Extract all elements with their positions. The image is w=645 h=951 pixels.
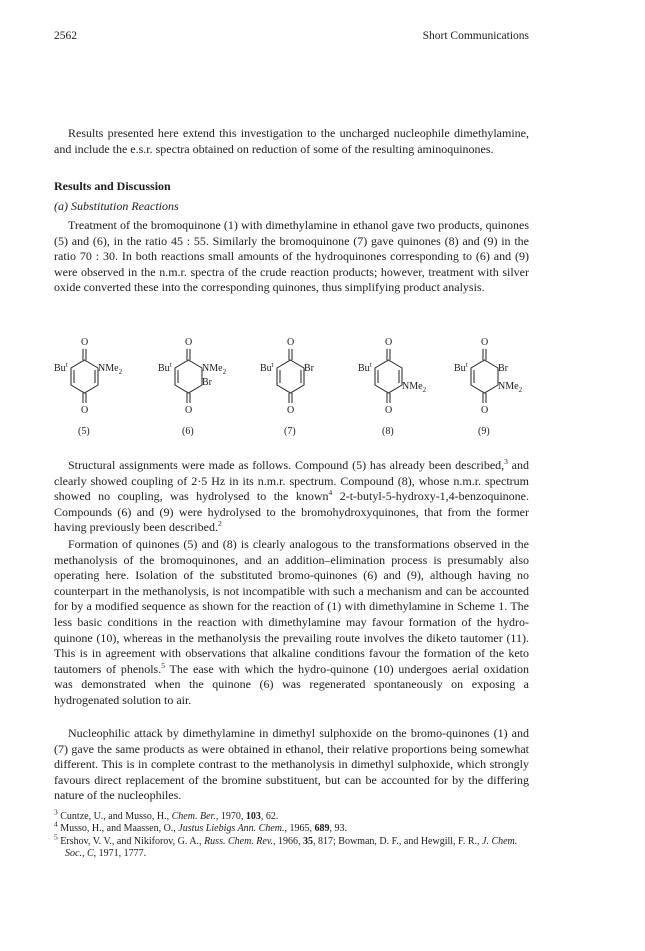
ref-5: 5 bbox=[161, 660, 165, 670]
ref-2: 2 bbox=[217, 519, 222, 529]
section-heading: Results and Discussion bbox=[54, 179, 171, 193]
running-title: Short Communications bbox=[422, 30, 529, 42]
svg-text:NMe2: NMe$_2$ bbox=[202, 363, 227, 376]
footnote-5: $^5$ Ershov, V. V., and Nikiforov, G. A., Russ. Chem. Rev., 1966, 35, 817; Bowman, D. F., and Hewgill, F. R., J. Chem. Soc., C, 1971, 1777. bbox=[54, 832, 518, 860]
paragraph-formation: Formation of quinones (5) and (8) is clearly analogous to the transformations observed in the methanolysis of the bromoquinones, and an addition–elimination process is presumably also operating here. Isolation of the substituted bromo-quinones (6) and (9), although having no counterpart in the methanolysis, is not incompatible with such a mechanism and can be accounted for by a modified sequence as shown for the reaction of (1) with dimethylamine in Scheme 1. The less basic conditions in the reaction with dimethylamine may favour formation of the hydro-quinone (10), whereas in the methanolysis the prevailing route involves the diketo tautomer (11). This is in agreement with observations that alkaline conditions favour the formation of the keto tautomers of phenols.$^5$ The ease with which the hydro-quinone (10) undergoes aerial oxidation was demonstrated when the quinone (6) was regenerated spontaneously on exposing a hydrogenated solution to air. bbox=[54, 537, 529, 707]
svg-text:O: O bbox=[287, 405, 295, 416]
svg-text:But: Bu$^t$ bbox=[54, 361, 68, 374]
compound-label-9: (9) bbox=[478, 426, 490, 437]
structure-8 bbox=[358, 337, 427, 437]
footnotes bbox=[54, 807, 529, 861]
compound-label-8: (8) bbox=[382, 426, 394, 437]
svg-text:NMe2: NMe$_2$ bbox=[98, 363, 123, 376]
svg-text:But: Bu$^t$ bbox=[358, 361, 372, 374]
compound-label-5: (5) bbox=[78, 426, 90, 437]
svg-text:O: O bbox=[481, 405, 489, 416]
svg-text:O: O bbox=[185, 337, 193, 348]
structure-5 bbox=[54, 337, 123, 437]
structure-6 bbox=[158, 337, 227, 437]
svg-text:O: O bbox=[481, 337, 489, 348]
svg-text:O: O bbox=[385, 405, 393, 416]
footnote-3: $^3$ Cuntze, U., and Musso, H., Chem. Ber., 1970, 103, 62. bbox=[54, 807, 279, 822]
intro-paragraph: Results presented here extend this investigation to the uncharged nucleophile dimethylamine, and include the e.s.r. spectra obtained on reduction of some of the resulting aminoquinones. bbox=[54, 126, 529, 156]
compound-label-6: (6) bbox=[182, 426, 194, 437]
svg-text:NMe2: NMe$_2$ bbox=[402, 381, 427, 394]
quinone-structures-figure bbox=[54, 334, 554, 440]
paragraph-nucleophilic-attack: Nucleophilic attack by dimethylamine in dimethyl sulphoxide on the bromo-quinones (1) and (7) gave the same products as were obtained in ethanol, their relative proportions being somewhat different. This is in complete contrast to the methanolysis in dimethyl sulphoxide, which strongly favours direct replacement of the bromine substituent, but can be accounted for by the differing nature of the nucleophiles. bbox=[54, 726, 529, 803]
compound-label-7: (7) bbox=[284, 426, 296, 437]
svg-text:NMe2: NMe$_2$ bbox=[498, 381, 523, 394]
paragraph-structural-assignments: Structural assignments were made as follows. Compound (5) has already been described,$^3$ and clearly showed coupling of 2·5 Hz in its n.m.r. spectrum. Compound (8), whose n.m.r. spectrum showed no coupling, was hydrolysed to the known$^4$ 2-t-butyl-5-hydroxy-1,4-benzoquinone. Compounds (6) and (9) were hydrolysed to the bromohydroxyquinones, that from the former having previously been described.$^2$ bbox=[54, 457, 529, 535]
ref-3: 3 bbox=[504, 457, 508, 466]
structure-7 bbox=[260, 337, 315, 437]
subsection-heading: (a) Substitution Reactions bbox=[54, 199, 179, 213]
ref-4: 4 bbox=[328, 488, 333, 498]
svg-text:Br: Br bbox=[202, 377, 212, 388]
svg-text:Br: Br bbox=[304, 363, 314, 374]
svg-text:But: Bu$^t$ bbox=[454, 361, 468, 374]
paragraph-substitution-reactions: Treatment of the bromoquinone (1) with dimethylamine in ethanol gave two products, quinones (5) and (6), in the ratio 45 : 55. Similarly the bromoquinone (7) gave quinones (8) and (9) in the ratio 70 : 30. In both reactions small amounts of the hydroquinones corresponding to (6) and (9) were observed in the n.m.r. spectra of the crude reaction products; however, treatment with silver oxide converted these into the corresponding quinones, thus simplifying product analysis. bbox=[54, 218, 529, 295]
svg-text:O: O bbox=[287, 337, 295, 348]
svg-text:O: O bbox=[81, 337, 89, 348]
footnote-4: $^4$ Musso, H., and Maassen, O., Justus Liebigs Ann. Chem., 1965, 689, 93. bbox=[54, 820, 348, 835]
svg-text:Br: Br bbox=[498, 363, 508, 374]
svg-text:But: Bu$^t$ bbox=[158, 361, 172, 374]
svg-text:O: O bbox=[385, 337, 393, 348]
structure-9 bbox=[454, 337, 523, 437]
page-number: 2562 bbox=[54, 30, 77, 42]
svg-text:O: O bbox=[185, 405, 193, 416]
svg-text:O: O bbox=[81, 405, 89, 416]
svg-text:But: Bu$^t$ bbox=[260, 361, 274, 374]
